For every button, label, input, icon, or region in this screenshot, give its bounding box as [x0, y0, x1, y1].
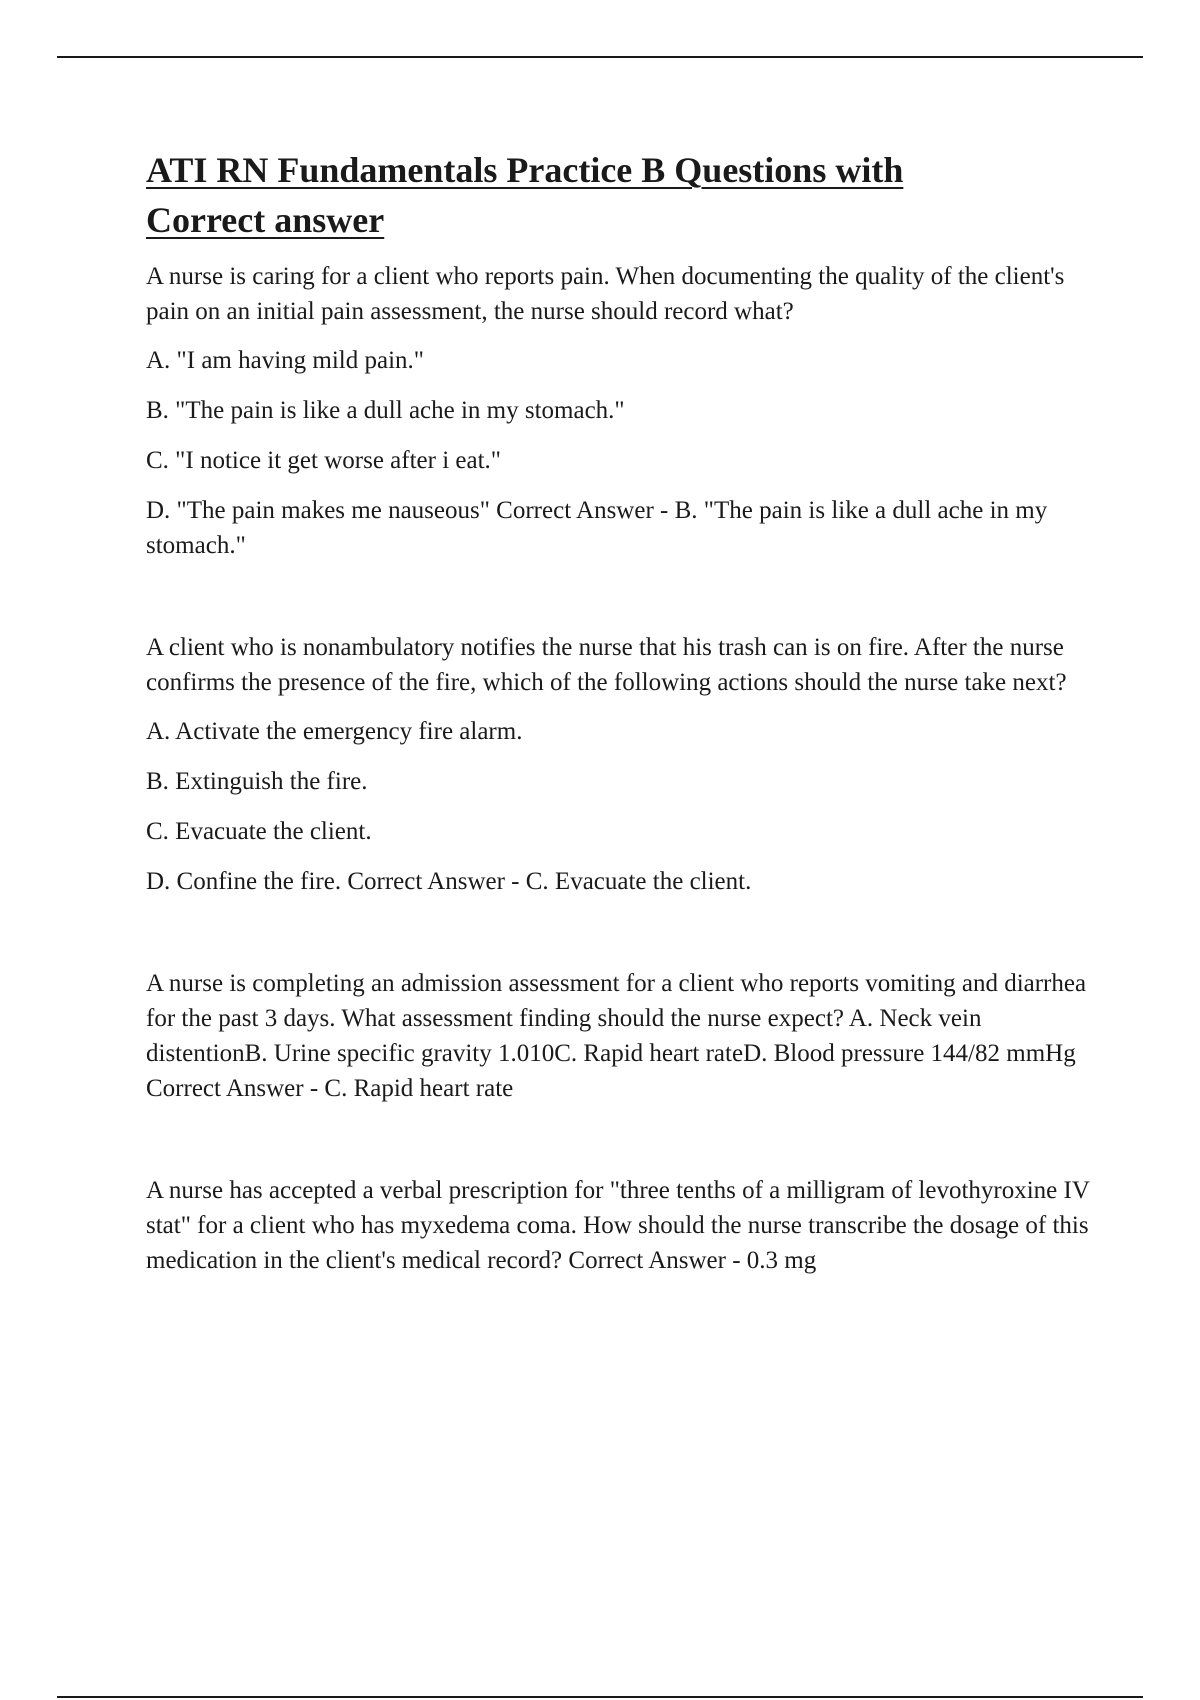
answer-option-b: B. Extinguish the fire. — [146, 768, 368, 795]
answer-option-b: B. "The pain is like a dull ache in my stomach." — [146, 397, 625, 424]
answer-option-a: A. Activate the emergency fire alarm. — [146, 718, 523, 745]
footer-rule — [57, 1696, 1143, 1698]
question-stem: A nurse is completing an admission assessment for a client who reports vomiting and diarrhea for the past 3 days. What assessment finding should the nurse expect? A. Neck vein distentionB. Urine specific gravity 1.010C. Rapid heart rateD. Blood pressure 144/82 mmHg Correct Answer - C. Rapid heart rate — [146, 970, 1087, 1102]
question-4 — [146, 1173, 1096, 1278]
document-title — [146, 145, 1096, 245]
question-2 — [146, 630, 1096, 899]
question-stem: A client who is nonambulatory notifies the nurse that his trash can is on fire. After the nurse confirms the presence of the fire, which of the following actions should the nurse take next? — [146, 634, 1067, 696]
title-line-2: Correct answer — [146, 200, 385, 240]
answer-option-d: D. Confine the fire. Correct Answer - C. Evacuate the client. — [146, 868, 752, 895]
question-stem: A nurse is caring for a client who reports pain. When documenting the quality of the client's pain on an initial pain assessment, the nurse should record what? — [146, 263, 1065, 325]
header-rule — [57, 56, 1143, 58]
question-stem: A nurse has accepted a verbal prescription for "three tenths of a milligram of levothyroxine IV stat" for a client who has myxedema coma. How should the nurse transcribe the dosage of this medication in the client's medical record? Correct Answer - 0.3 mg — [146, 1177, 1090, 1274]
title-line-1: ATI RN Fundamentals Practice B Questions with — [146, 150, 904, 190]
answer-option-d: D. "The pain makes me nauseous" Correct Answer - B. "The pain is like a dull ache in my stomach." — [146, 497, 1048, 559]
question-1 — [146, 259, 1096, 563]
document-body — [146, 145, 1096, 1345]
answer-option-c: C. "I notice it get worse after i eat." — [146, 447, 502, 474]
answer-option-c: C. Evacuate the client. — [146, 818, 372, 845]
question-3 — [146, 966, 1096, 1106]
answer-option-a: A. "I am having mild pain." — [146, 347, 425, 374]
